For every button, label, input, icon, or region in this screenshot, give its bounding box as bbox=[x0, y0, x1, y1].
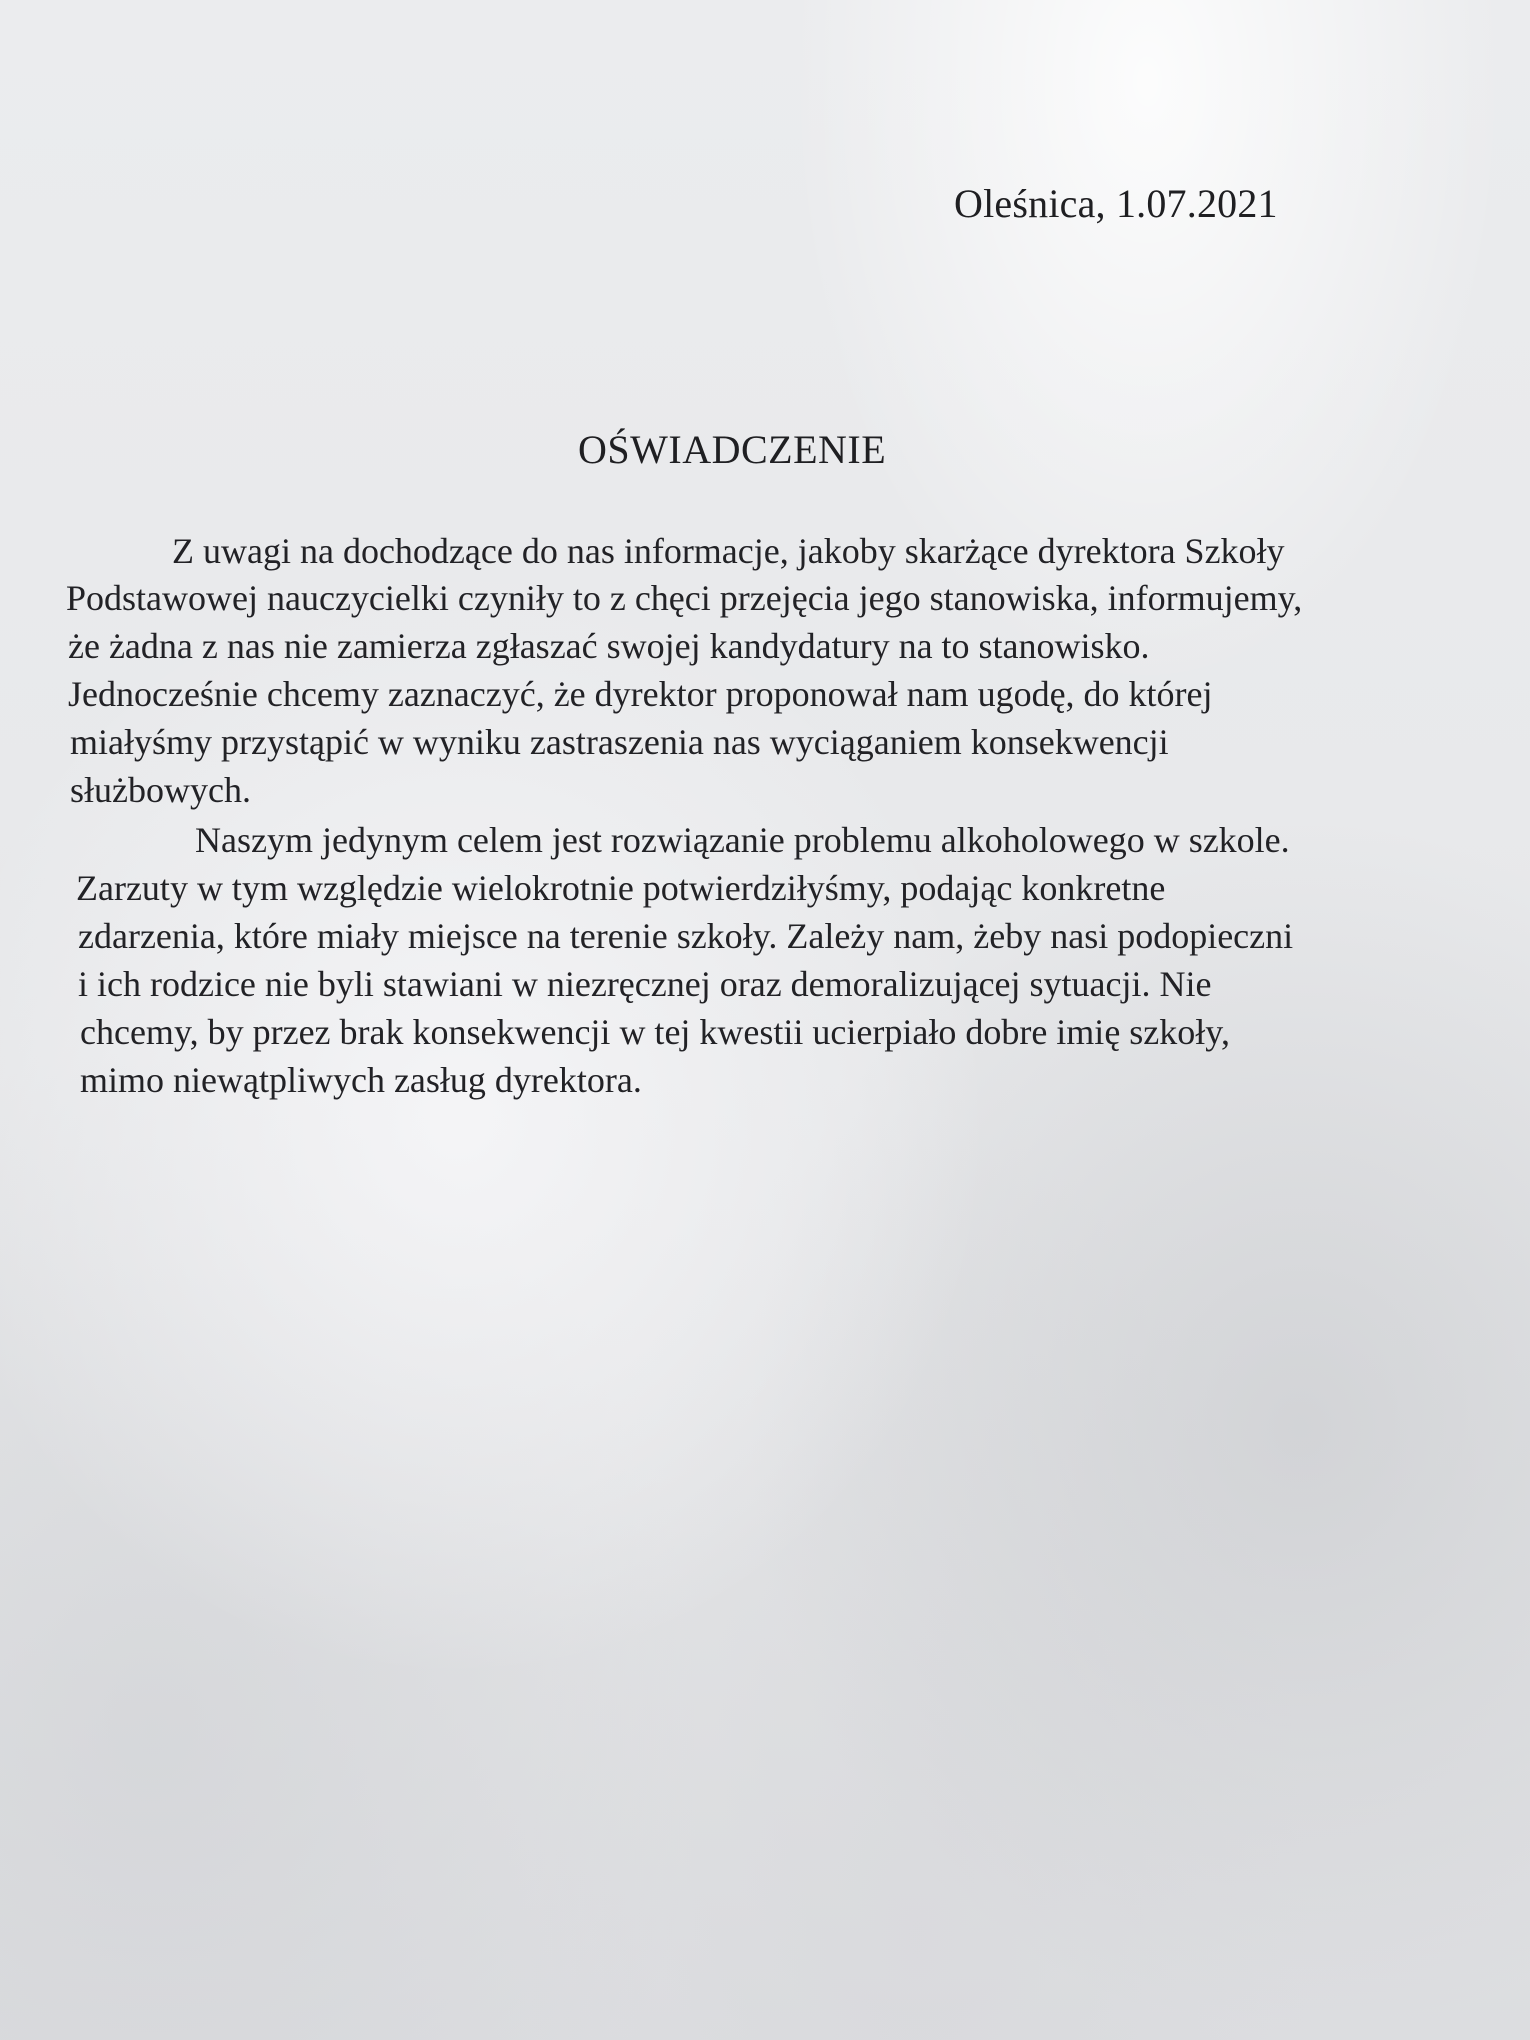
paragraph1-line-3: że żadna z nas nie zamierza zgłaszać swojej kandydatury na to stanowisko. bbox=[68, 626, 1150, 666]
date-line: Oleśnica, 1.07.2021 bbox=[954, 181, 1278, 226]
paragraph2-line-4: i ich rodzice nie byli stawiani w niezręcznej oraz demoralizującej sytuacji. Nie bbox=[78, 964, 1212, 1004]
paragraph2-line-3: zdarzenia, które miały miejsce na terenie szkoły. Zależy nam, żeby nasi podopieczni bbox=[78, 916, 1294, 956]
paragraph1-line-6: służbowych. bbox=[70, 770, 251, 810]
paragraph2-line-5: chcemy, by przez brak konsekwencji w tej kwestii ucierpiało dobre imię szkoły, bbox=[80, 1012, 1230, 1052]
document-title: OŚWIADCZENIE bbox=[578, 427, 887, 472]
paragraph1-line-4: Jednocześnie chcemy zaznaczyć, że dyrektor proponował nam ugodę, do której bbox=[68, 674, 1213, 714]
paragraph1-line-1: Z uwagi na dochodzące do nas informacje, jakoby skarżące dyrektora Szkoły bbox=[172, 531, 1285, 571]
paragraph2-line-2: Zarzuty w tym względzie wielokrotnie potwierdziłyśmy, podając konkretne bbox=[76, 868, 1166, 908]
paragraph2-line-1: Naszym jedynym celem jest rozwiązanie problemu alkoholowego w szkole. bbox=[195, 820, 1290, 860]
paragraph1-line-5: miałyśmy przystąpić w wyniku zastraszenia nas wyciąganiem konsekwencji bbox=[70, 722, 1169, 762]
paragraph1-line-2: Podstawowej nauczycielki czyniły to z chęci przejęcia jego stanowiska, informujemy, bbox=[66, 578, 1303, 618]
paragraph2-line-6: mimo niewątpliwych zasług dyrektora. bbox=[80, 1060, 642, 1100]
